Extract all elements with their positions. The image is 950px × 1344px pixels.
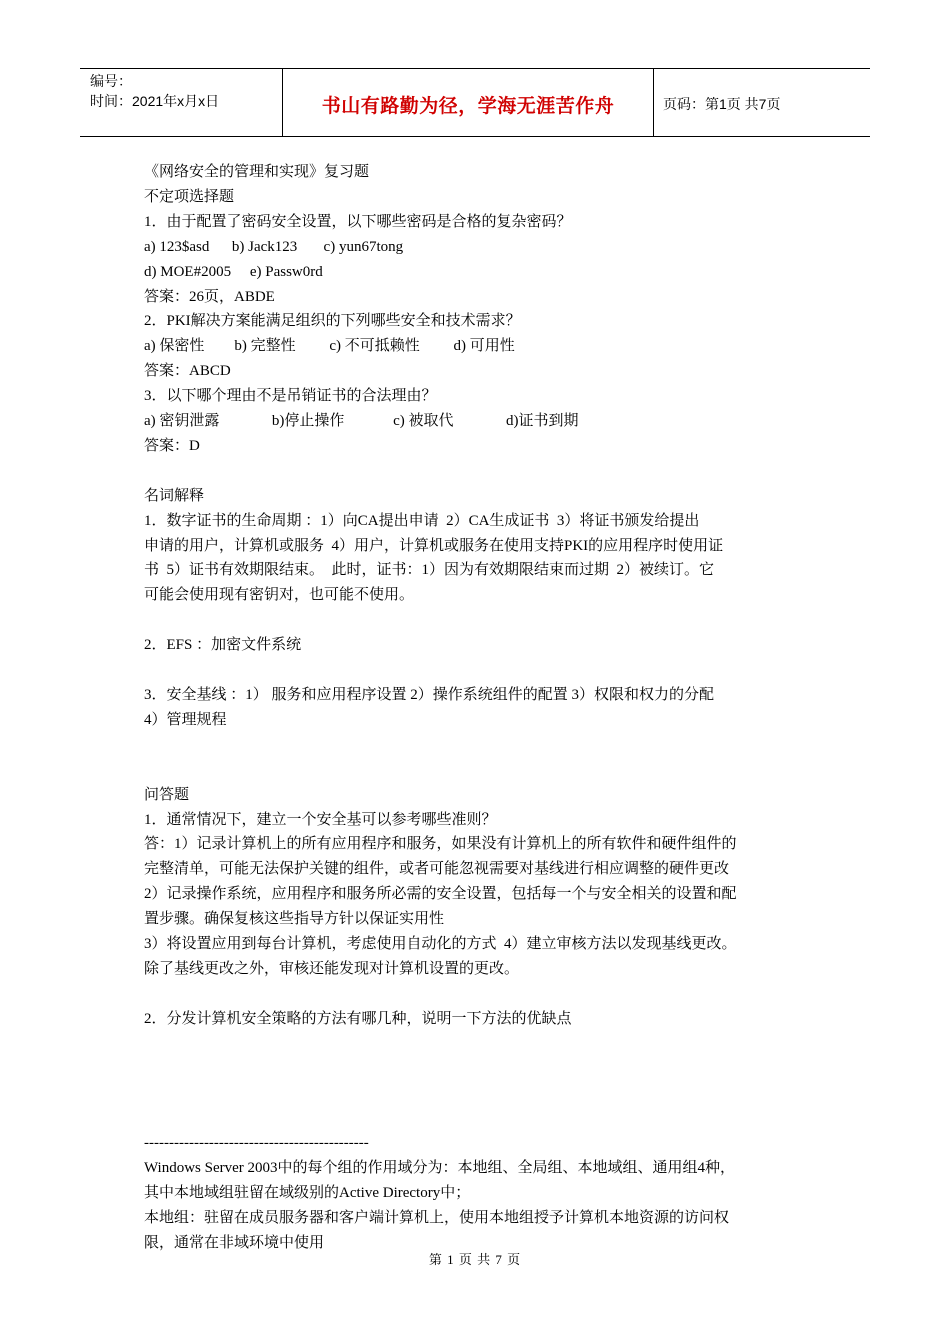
document-body [144, 160, 819, 1256]
question-2-answer: 答案：ABCD [144, 363, 231, 380]
spacer [144, 982, 819, 1007]
time-label: 时间：2021年x月x日 [90, 93, 220, 109]
term-3: 3．安全基线 ：1） 服务和应用程序设置 2）操作系统组件的配置 3）权限和权力的分配 [144, 686, 715, 703]
question-3-answer: 答案：D [144, 437, 200, 454]
qa-answer-1: 完整清单，可能无法保护关键的组件，或者可能忽视需要对基线进行相应调整的硬件更改 [144, 861, 730, 878]
header-motto-cell [282, 69, 654, 136]
term-2: 2．EFS ：加密文件系统 [144, 637, 302, 654]
motto: 书山有路勤为径，学海无涯苦作舟 [321, 96, 615, 117]
spacer [144, 658, 819, 683]
question-3: 3．以下哪个理由不是吊销证书的合法理由？ [144, 388, 437, 405]
spacer [144, 459, 819, 484]
separator-line: --------------------------------------------- [144, 1135, 369, 1152]
question-2: 2．PKI解决方案能满足组织的下列哪些安全和技术需求？ [144, 313, 521, 330]
question-1-answer: 答案：26页，ABDE [144, 288, 275, 305]
header-page-cell [653, 69, 870, 136]
qa-answer-1: 除了基线更改之外，审核还能发现对计算机设置的更改。 [144, 960, 520, 977]
term-1: 申请的用户，计算机或服务 4）用户，计算机或服务在使用支持PKI的应用程序时使用证 [144, 537, 724, 554]
page-footer: 第 1 页 共 7 页 [428, 1252, 522, 1267]
document-header [80, 68, 870, 137]
paragraph: 本地组：驻留在成员服务器和客户端计算机上，使用本地组授予计算机本地资源的访问权 [144, 1209, 730, 1226]
section-heading: 问答题 [144, 786, 190, 803]
question-1: 1．由于配置了密码安全设置，以下哪些密码是合格的复杂密码？ [144, 213, 572, 230]
paragraph: 其中本地域组驻留在域级别的Active Directory中； [144, 1185, 471, 1202]
term-3: 4）管理规程 [144, 711, 227, 728]
doc-title: 《网络安全的管理和实现》复习题 [144, 164, 370, 180]
question-1-options: a) 123$asd b) Jack123 c) yun67tong [144, 238, 404, 255]
paragraph: Windows Server 2003中的每个组的作用域分为：本地组、全局组、本地域组、通用组4种， [144, 1160, 736, 1177]
qa-answer-1: 3）将设置应用到每台计算机，考虑使用自动化的方式 4）建立审核方法以发现基线更改。 [144, 936, 737, 953]
paragraph: 限，通常在非域环境中使用 [144, 1234, 325, 1251]
qa-answer-1: 2）记录操作系统，应用程序和服务所必需的安全设置，包括每一个与安全相关的设置和配 [144, 886, 737, 903]
question-2-options: a) 保密性 b) 完整性 c) 不可抵赖性 d) 可用性 [144, 338, 515, 355]
spacer [144, 608, 819, 633]
question-3-options: a) 密钥泄露 b)停止操作 c) 被取代 d)证书到期 [144, 413, 579, 430]
page-number-label: 页码：第1页 共7页 [663, 96, 781, 112]
qa-question-1: 1．通常情况下，建立一个安全基可以参考哪些准则？ [144, 811, 497, 828]
term-1: 书 5）证书有效期限结束。 此时，证书：1）因为有效期限结束而过期 2）被续订。它 [144, 562, 715, 579]
term-1: 1．数字证书的生命周期 ：1）向CA提出申请 2）CA生成证书 3）将证书颁发给提出 [144, 512, 700, 529]
question-1-options: d) MOE#2005 e) Passw0rd [144, 263, 323, 280]
spacer [144, 1106, 819, 1131]
spacer [144, 733, 819, 783]
term-1: 可能会使用现有密钥对，也可能不使用。 [144, 587, 415, 604]
qa-answer-1: 答：1）记录计算机上的所有应用程序和服务，如果没有计算机上的所有软件和硬件组件的 [144, 836, 737, 853]
qa-answer-1: 置步骤。确保复核这些指导方针以保证实用性 [144, 911, 445, 928]
header-info-cell [80, 69, 282, 136]
qa-question-2: 2．分发计算机安全策略的方法有哪几种，说明一下方法的优缺点 [144, 1010, 572, 1027]
section-heading: 不定项选择题 [144, 188, 235, 205]
spacer [144, 1032, 819, 1107]
section-heading: 名词解释 [144, 487, 205, 504]
number-label: 编号： [90, 73, 132, 89]
